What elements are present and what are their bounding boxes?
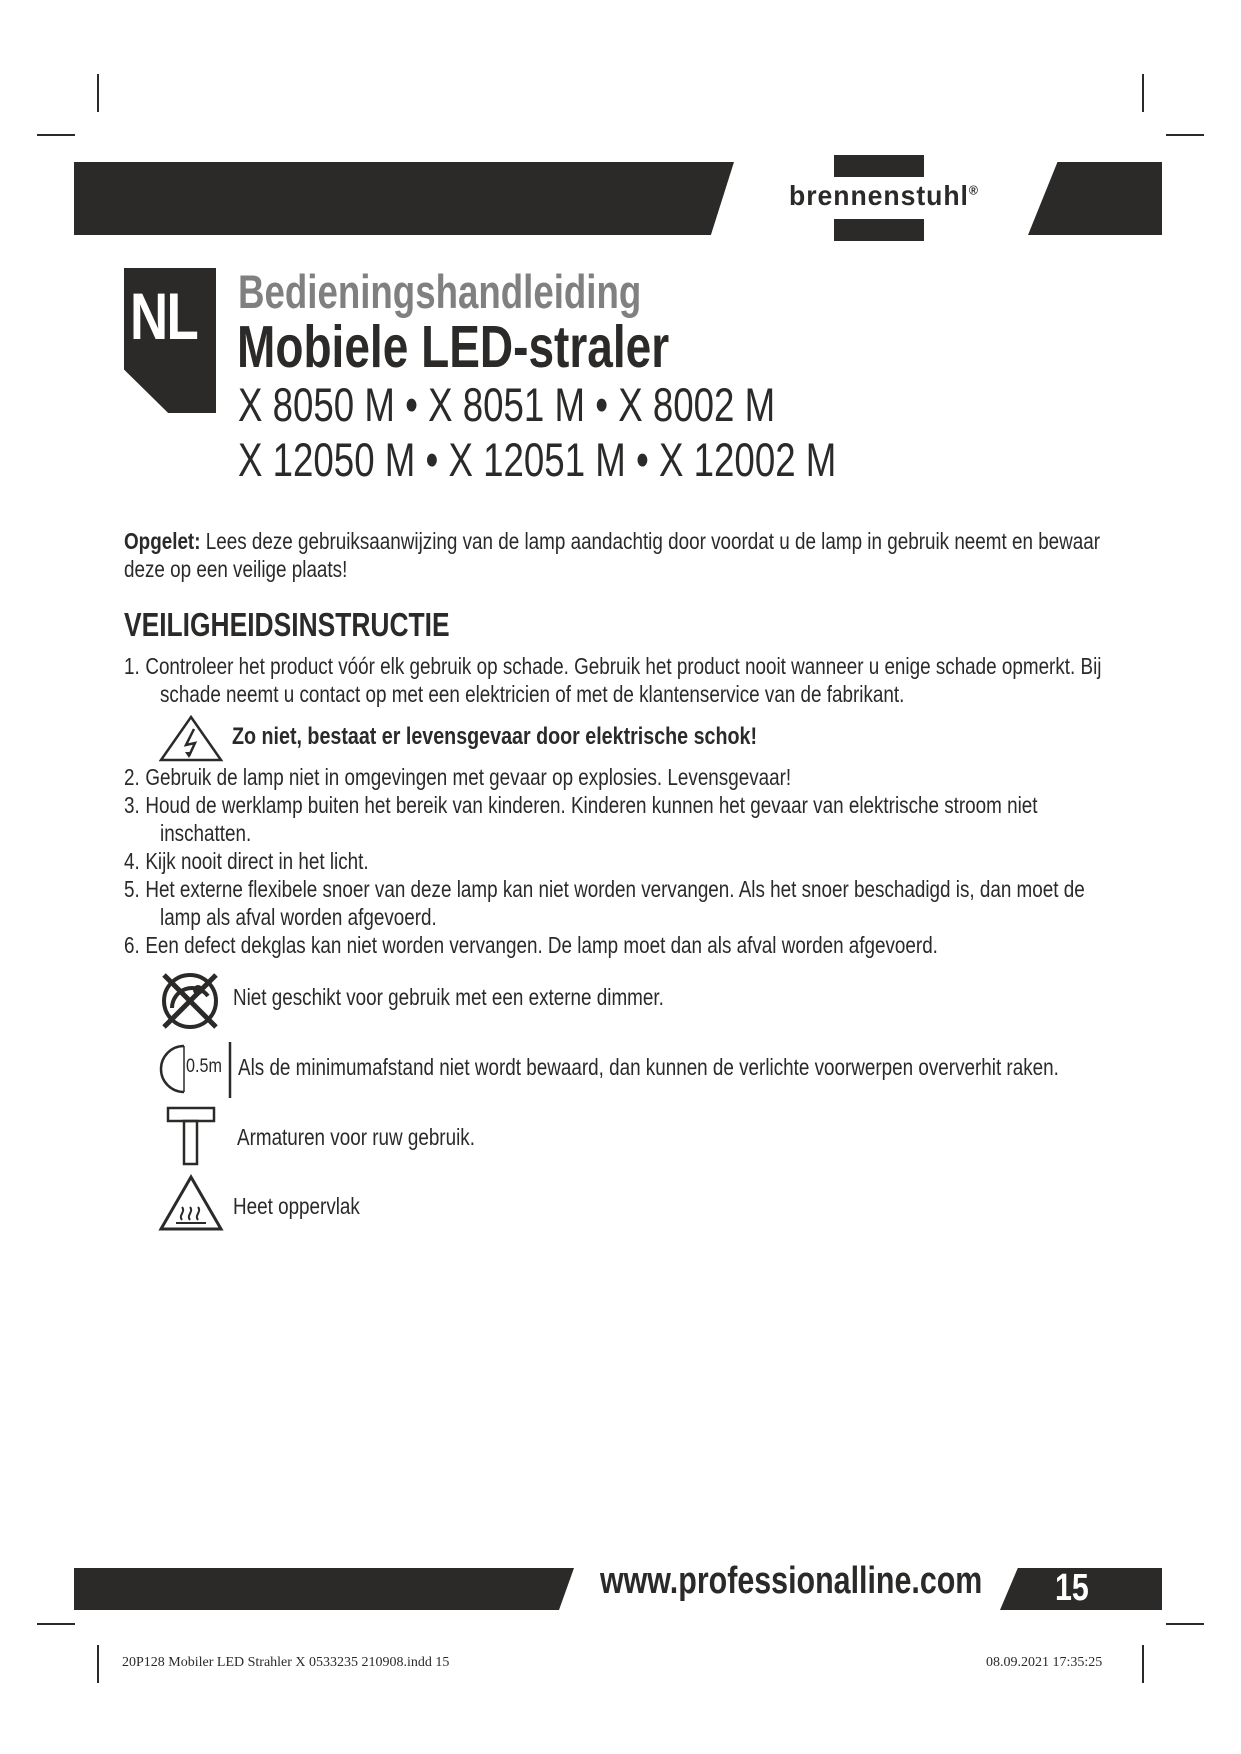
list-item-continuation: schade neemt u contact op met een elektricien of met de klantenservice van de fabrikant. xyxy=(160,681,905,707)
list-item xyxy=(124,931,938,959)
list-item xyxy=(124,875,1085,903)
list-item xyxy=(124,847,369,875)
crop-mark xyxy=(1166,134,1204,136)
crop-mark xyxy=(37,1623,75,1625)
list-item-number: 5. xyxy=(124,876,140,902)
list-item-continuation: lamp als afval worden afgevoerd. xyxy=(160,904,437,930)
header-band-left xyxy=(74,162,734,235)
list-item xyxy=(124,652,1101,680)
attention-note xyxy=(124,527,1100,555)
model-numbers-line-2: X 12050 M • X 12051 M • X 12002 M xyxy=(238,433,837,486)
list-item-continuation: inschatten. xyxy=(160,820,252,846)
list-item-text: Kijk nooit direct in het licht. xyxy=(145,848,369,874)
header-band-right xyxy=(1028,162,1162,235)
document-type: Bedieningshandleiding xyxy=(238,265,642,318)
list-item-number: 1. xyxy=(124,653,140,679)
logo-bar-bottom xyxy=(834,219,924,241)
list-item-text: Houd de werklamp buiten het bereik van kinderen. Kinderen kunnen het gevaar van elektrische stroom niet xyxy=(145,792,1038,818)
crop-mark xyxy=(1142,1645,1144,1683)
list-item-number: 6. xyxy=(124,932,140,958)
minimum-distance-text: Als de minimumafstand niet wordt bewaard, dan kunnen de verlichte voorwerpen oververhit raken. xyxy=(238,1054,1059,1080)
list-item-text: Gebruik de lamp niet in omgevingen met gevaar op explosies. Levensgevaar! xyxy=(145,764,792,790)
registered-mark: ® xyxy=(968,182,979,198)
logo-bar-top xyxy=(834,155,924,177)
file-info: 20P128 Mobiler LED Strahler X 0533235 210908.indd 15 xyxy=(122,1655,450,1670)
crop-mark xyxy=(37,134,75,136)
print-datetime: 08.09.2021 17:35:25 xyxy=(986,1655,1103,1670)
crop-mark xyxy=(97,1645,99,1683)
list-item-text: Controleer het product vóór elk gebruik op schade. Gebruik het product nooit wanneer u enige schade opmerkt. Bij xyxy=(145,653,1102,679)
no-dimmer-text: Niet geschikt voor gebruik met een externe dimmer. xyxy=(233,984,664,1010)
hammer-icon xyxy=(165,1105,217,1167)
section-heading: VEILIGHEIDSINSTRUCTIE xyxy=(124,606,450,643)
crop-mark xyxy=(97,74,99,112)
website-link[interactable]: www.professionalline.com xyxy=(600,1560,983,1602)
list-item-text: Het externe flexibele snoer van deze lamp kan niet worden vervangen. Als het snoer beschadigd is, dan moet de xyxy=(145,876,1085,902)
attention-text-2: deze op een veilige plaats! xyxy=(124,556,348,582)
language-code: NL xyxy=(130,279,198,353)
product-title: Mobiele LED-straler xyxy=(237,314,670,380)
list-item xyxy=(124,763,791,791)
hot-surface-icon xyxy=(158,1174,224,1232)
footer-band-left xyxy=(74,1568,574,1610)
minimum-distance-label: 0.5m xyxy=(186,1056,222,1077)
brand-logo: brennenstuhl® xyxy=(789,180,979,211)
crop-mark xyxy=(1142,74,1144,112)
list-item-number: 4. xyxy=(124,848,140,874)
page-number: 15 xyxy=(1055,1567,1089,1609)
electric-shock-warning-icon xyxy=(158,714,224,762)
attention-text: Lees deze gebruiksaanwijzing van de lamp aandachtig door voordat u de lamp in gebruik neemt en bewaar xyxy=(200,528,1101,554)
model-numbers-line-1: X 8050 M • X 8051 M • X 8002 M xyxy=(238,378,776,431)
attention-label: Opgelet: xyxy=(124,528,201,554)
list-item xyxy=(124,791,1038,819)
hot-surface-text: Heet oppervlak xyxy=(233,1193,360,1219)
crop-mark xyxy=(1166,1623,1204,1625)
no-dimmer-icon xyxy=(158,970,222,1032)
rough-use-text: Armaturen voor ruw gebruik. xyxy=(237,1124,475,1150)
list-item-number: 2. xyxy=(124,764,140,790)
list-item-text: Een defect dekglas kan niet worden vervangen. De lamp moet dan als afval worden afgevoerd. xyxy=(145,932,938,958)
list-item-number: 3. xyxy=(124,792,140,818)
electric-shock-warning: Zo niet, bestaat er levensgevaar door elektrische schok! xyxy=(232,723,758,750)
